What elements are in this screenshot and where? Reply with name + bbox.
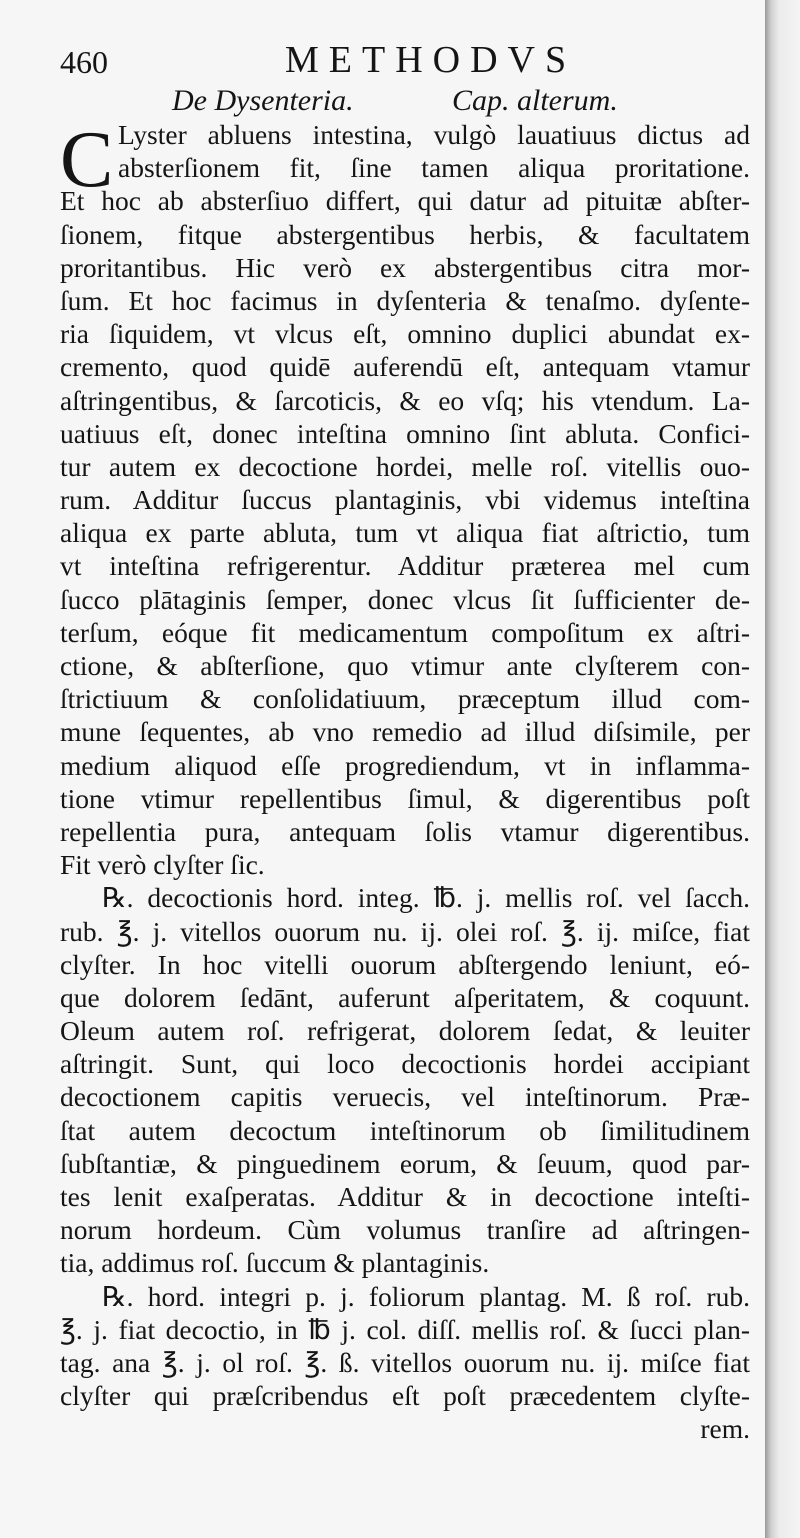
recipe-line: rub. ℥. j. vitellos ouorum nu. ij. olei roſ. ℥. ij. miſce, fiat	[60, 915, 750, 947]
text-line: aſtringentibus, & ſarcoticis, & eo vſq; his vtendum. La-	[60, 384, 750, 416]
recipe-line: ℞. hord. integri p. j. foliorum plantag. M. ß roſ. rub.	[102, 1280, 750, 1312]
chapter-heading	[60, 84, 750, 120]
text-line: ſubſtantiæ, & pinguedinem eorum, & ſeuum, quod par-	[60, 1147, 750, 1179]
text-line: ria ſiquidem, vt vlcus eſt, omnino duplici abundat ex-	[60, 318, 750, 350]
text-line: decoctionem capitis veruecis, vel inteſtinorum. Præ-	[60, 1081, 750, 1113]
chapter-number: Cap. alterum.	[452, 84, 618, 117]
recipe-line: ℞. decoctionis hord. integ. ℔. j. mellis roſ. vel ſacch.	[102, 882, 750, 914]
page-edge-shadow	[765, 0, 800, 1538]
text-line: Oleum autem roſ. refrigerat, dolorem ſedat, & leuiter	[60, 1015, 750, 1047]
text-line: vt inteſtina refrigerentur. Additur præterea mel cum	[60, 550, 750, 582]
text-line: norum hordeum. Cùm volumus tranſire ad aſtringen-	[60, 1214, 750, 1246]
text-line: Fit verò clyſter ſic.	[60, 849, 265, 881]
text-line: terſum, eóque fit medicamentum compoſitum ex aſtri-	[60, 616, 750, 648]
chapter-topic: De Dysenteria.	[172, 84, 354, 117]
recipe-line: clyſter qui præſcribendus eſt poſt præcedentem clyſte-	[60, 1380, 750, 1412]
text-line: Lyster abluens intestina, vulgò lauatiuus dictus ad	[118, 119, 750, 150]
text-line: ſtrictiuum & conſolidatiuum, præceptum illud com-	[60, 683, 750, 715]
recipe-line: ℥. j. fiat decoctio, in ℔ j. col. diſſ. mellis roſ. & ſucci plan-	[60, 1313, 750, 1345]
running-title: METHODVS	[285, 39, 577, 81]
drop-cap: C	[60, 116, 114, 204]
text-line: tione vtimur repellentibus ſimul, & digerentibus poſt	[60, 782, 750, 814]
page-number: 460	[60, 44, 108, 80]
text-line: ſtat autem decoctum inteſtinorum ob ſimilitudinem	[60, 1114, 750, 1146]
text-line: ctione, & abſterſione, quo vtimur ante clyſterem con-	[60, 650, 750, 681]
text-line: Et hoc ab absterſiuo differt, qui datur ad pituitæ abſter-	[60, 185, 750, 217]
running-head	[60, 36, 750, 86]
text-line: uatiuus eſt, donec inteſtina omnino ſint abluta. Confici-	[60, 417, 750, 449]
catchword: rem.	[700, 1413, 750, 1445]
text-line: rum. Additur ſuccus plantaginis, vbi videmus inteſtina	[60, 484, 750, 516]
text-line: ſucco plātaginis ſemper, donec vlcus ſit ſufficienter de-	[60, 583, 750, 615]
text-line: clyſter. In hoc vitelli ouorum abſtergendo leniunt, eó-	[60, 948, 750, 980]
text-line: cremento, quod quidē auferendū eſt, antequam vtamur	[60, 351, 750, 383]
text-line: tur autem ex decoctione hordei, melle roſ. vitellis ouo-	[60, 450, 750, 482]
text-line: ſionem, fitque abstergentibus herbis, & facultatem	[60, 218, 750, 250]
text-line: tes lenit exaſperatas. Additur & in decoctione inteſti-	[60, 1181, 750, 1212]
text-line: proritantibus. Hic verò ex abstergentibus citra mor-	[60, 251, 750, 283]
text-line: repellentia pura, antequam ſolis vtamur digerentibus.	[60, 815, 750, 847]
text-line: aliqua ex parte abluta, tum vt aliqua fiat aſtrictio, tum	[60, 517, 750, 549]
text-line: mune ſequentes, ab vno remedio ad illud diſsimile, per	[60, 716, 750, 748]
text-line: que dolorem ſedānt, auferunt aſperitatem, & coquunt.	[60, 981, 750, 1013]
text-line: tia, addimus roſ. ſuccum & plantaginis.	[60, 1247, 490, 1279]
body-text	[60, 118, 750, 1446]
text-line: aſtringit. Sunt, qui loco decoctionis hordei accipiant	[60, 1048, 750, 1080]
text-line: medium aliquod eſſe progrediendum, vt in inflamma-	[60, 749, 750, 781]
recipe-line: tag. ana ℥. j. ol roſ. ℥. ß. vitellos ouorum nu. ij. miſce fiat	[60, 1346, 750, 1378]
text-line: absterſionem fit, ſine tamen aliqua proritatione.	[118, 152, 750, 184]
text-line: ſum. Et hoc facimus in dyſenteria & tenaſmo. dyſente-	[60, 284, 750, 316]
